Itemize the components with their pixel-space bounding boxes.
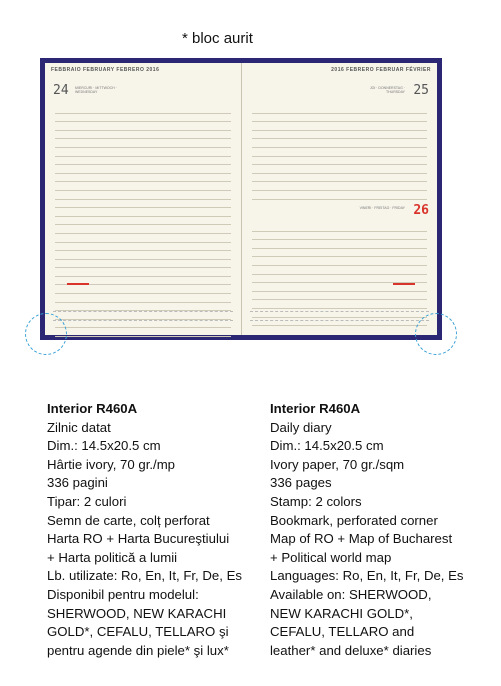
ruled-line [55,148,231,157]
ruled-line [252,157,428,166]
right-top-day-names: JOI · DONNERSTAG · THURSDAY [369,86,405,94]
ruled-line [252,240,428,249]
gilded-edge-caption: * bloc aurit [182,30,253,47]
english-spec-line: Available on: SHERWOOD, [270,586,432,602]
ruled-line [55,182,231,191]
ruled-line [55,268,231,277]
ruled-line [55,225,231,234]
romanian-spec-line: pentru agende din piele* şi lux* [47,642,229,658]
ruled-line [252,292,428,301]
ruled-line [55,285,231,294]
perforated-corner-left [25,313,67,355]
romanian-spec-line: Hârtie ivory, 70 gr./mp [47,456,176,472]
ruled-line [55,251,231,260]
right-top-day-number: 25 [413,83,429,98]
left-day-names: MIERCURI · MITTWOCH · WEDNESDAY [75,86,117,94]
right-bottom-day-names: VINERI · FREITAG · FRIDAY [359,206,405,210]
open-diary-pages [45,63,437,335]
right-month-header: 2016 FEBRERO FEBRUAR FÉVRIER [331,67,431,73]
english-spec-line: Daily diary [270,419,332,435]
english-spec-line: + Political world map [270,549,392,565]
left-page [45,63,242,335]
left-month-header: FEBBRAIO FEBRUARY FEBRERO 2016 [51,67,160,73]
ruled-line [252,105,428,114]
ruled-line [252,191,428,200]
romanian-spec-line: Tipar: 2 culori [47,493,127,509]
ruled-line [252,249,428,258]
romanian-spec-line: 336 pagini [47,475,108,491]
diary-interior-image [40,58,442,340]
ruled-line [55,294,231,303]
ruled-line [55,157,231,166]
ruled-line [252,232,428,241]
ruled-line [55,208,231,217]
ruled-line [55,217,231,226]
ruled-line [55,131,231,140]
ruled-line [252,139,428,148]
ruled-line [55,328,231,337]
ruled-line [252,223,428,232]
english-spec-line: leather* and deluxe* diaries [270,642,432,658]
ruled-line [55,234,231,243]
english-spec-title: Interior R460A [270,401,361,416]
ruled-line [252,266,428,275]
english-spec-line: NEW KARACHI GOLD*, [270,605,413,621]
english-spec-line: Dim.: 14.5x20.5 cm [270,438,384,454]
ruled-line [55,200,231,209]
ruled-line [252,131,428,140]
english-spec-line: Ivory paper, 70 gr./sqm [270,456,405,472]
english-spec-line: CEFALU, TELLARO and [270,624,415,640]
ruled-line [252,114,428,123]
right-bottom-day-number: 26 [413,203,429,218]
ruled-line [252,165,428,174]
right-ruled-lines-top [252,105,428,200]
ruled-line [55,165,231,174]
romanian-spec-line: Zilnic datat [47,419,111,435]
left-red-mark [67,283,89,285]
ruled-line [55,191,231,200]
ruled-line [252,275,428,284]
left-mini-calendar [53,311,233,329]
english-spec-line: Bookmark, perforated corner [270,512,438,528]
right-mini-calendar [250,311,430,329]
ruled-line [252,148,428,157]
left-day-number: 24 [53,83,69,98]
english-spec [270,400,501,660]
perforated-corner-right [415,313,457,355]
spec-columns [47,400,501,660]
romanian-spec-line: SHERWOOD, NEW KARACHI [47,605,227,621]
ruled-line [252,300,428,309]
english-spec-line: Languages: Ro, En, It, Fr, De, Es [270,568,464,584]
right-red-mark [393,283,415,285]
right-page [242,63,438,335]
romanian-spec-line: + Harta politică a lumii [47,549,178,565]
romanian-spec-title: Interior R460A [47,401,138,416]
ruled-line [55,243,231,252]
romanian-spec-line: Disponibil pentru modelul: [47,586,199,602]
romanian-spec [47,400,270,660]
ruled-line [55,105,231,114]
ruled-line [252,122,428,131]
ruled-line [55,114,231,123]
ruled-line [55,260,231,269]
english-spec-line: Map of RO + Map of Bucharest [270,531,453,547]
ruled-line [55,122,231,131]
ruled-line [252,257,428,266]
left-ruled-lines [55,105,231,337]
romanian-spec-line: Semn de carte, colț perforat [47,512,210,528]
ruled-line [55,139,231,148]
romanian-spec-line: Harta RO + Harta Bucureştiului [47,531,230,547]
english-spec-line: 336 pages [270,475,332,491]
romanian-spec-line: GOLD*, CEFALU, TELLARO şi [47,624,229,640]
english-spec-line: Stamp: 2 colors [270,493,362,509]
ruled-line [55,303,231,312]
ruled-line [252,182,428,191]
romanian-spec-line: Dim.: 14.5x20.5 cm [47,438,161,454]
romanian-spec-line: Lb. utilizate: Ro, En, It, Fr, De, Es [47,568,242,584]
ruled-line [252,174,428,183]
ruled-line [55,174,231,183]
